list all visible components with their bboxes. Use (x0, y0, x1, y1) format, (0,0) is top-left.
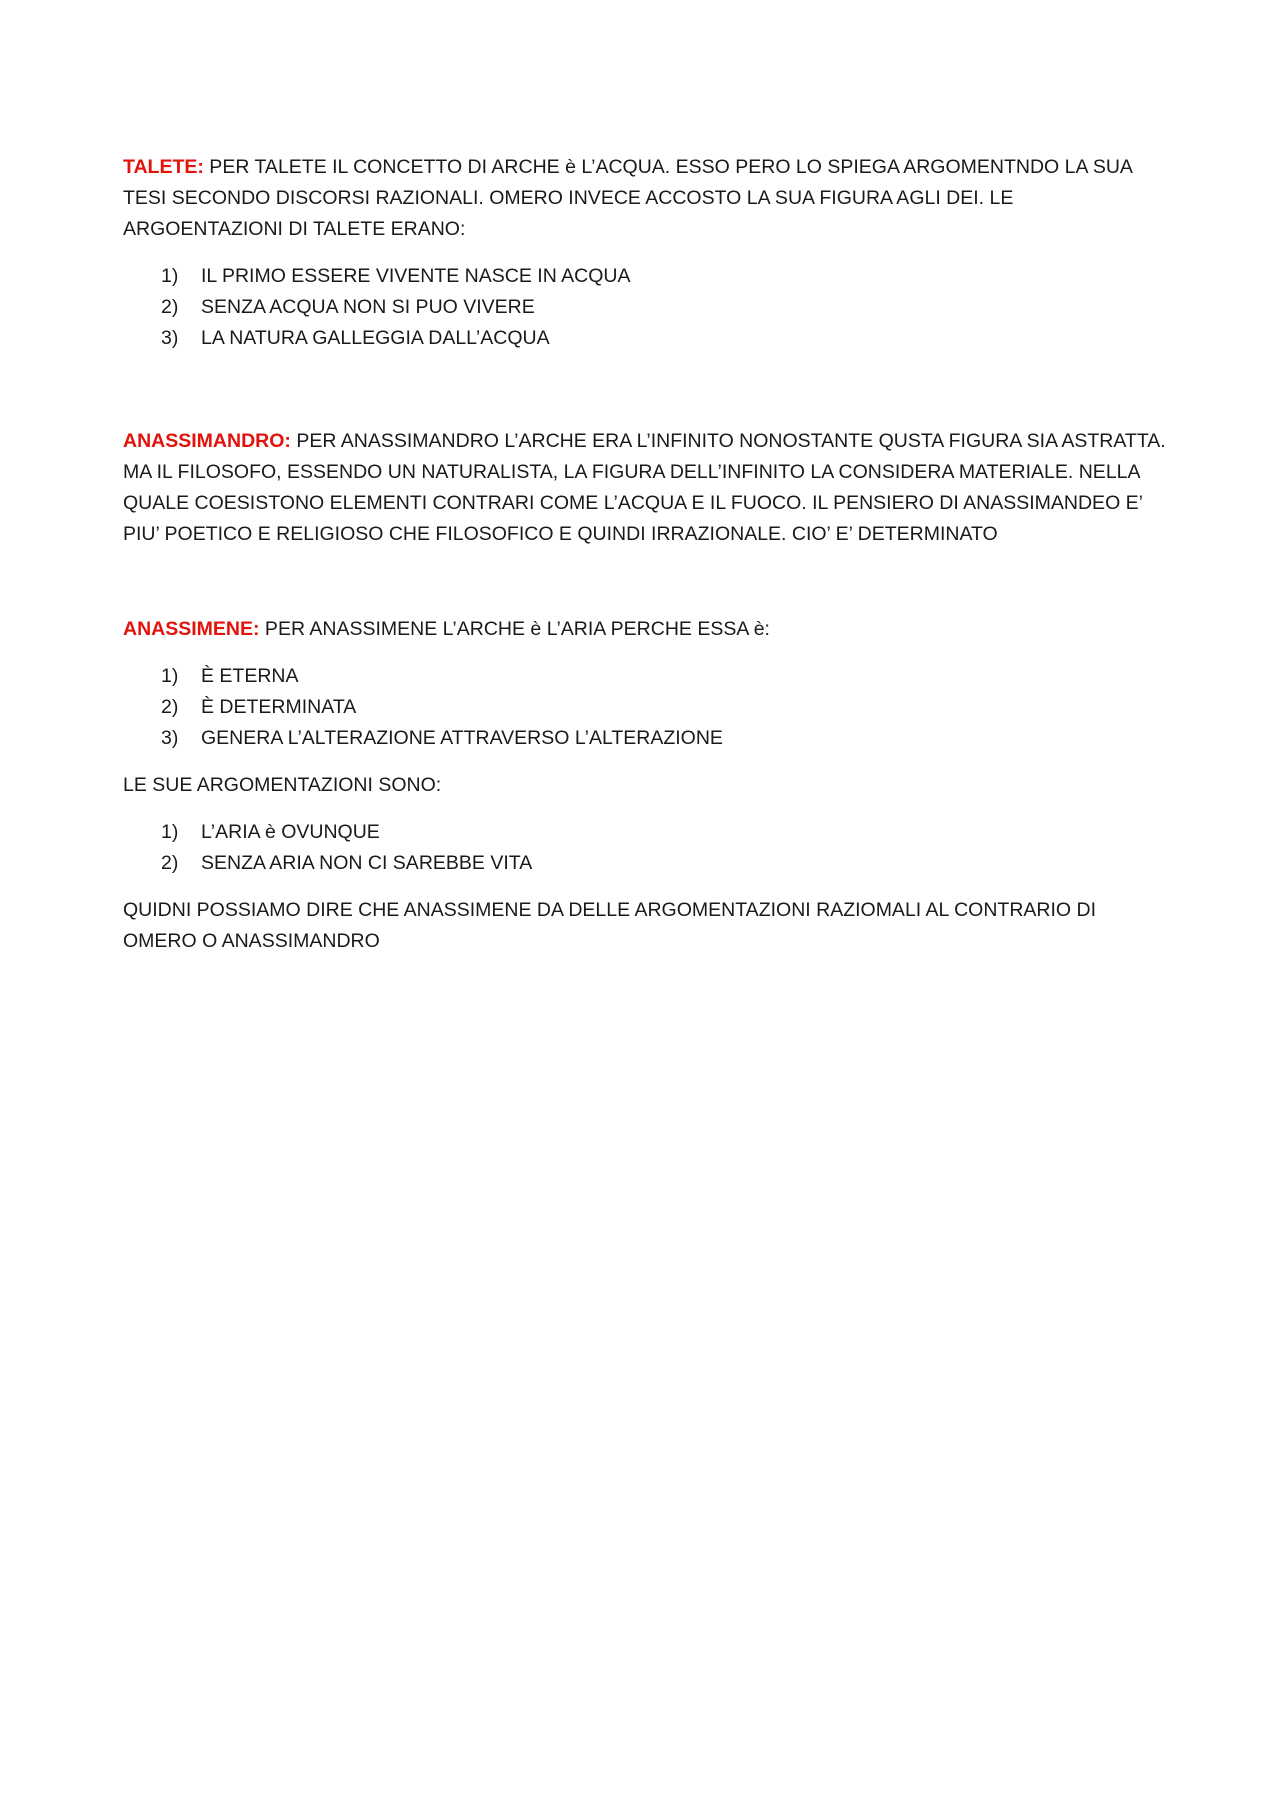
list-item-text: IL PRIMO ESSERE VIVENTE NASCE IN ACQUA (201, 265, 631, 287)
anassimene-conclusion: QUIDNI POSSIAMO DIRE CHE ANASSIMENE DA DELLE ARGOMENTAZIONI RAZIOMALI AL CONTRARIO DI OMERO O ANASSIMANDRO (123, 899, 1097, 952)
talete-list (123, 261, 1173, 354)
list-item-number: 2) (161, 296, 179, 318)
list-item (123, 661, 1173, 692)
anassimandro-paragraph (123, 426, 1173, 550)
anassimandro-heading: ANASSIMANDRO: (123, 430, 291, 452)
list-item-number: 3) (161, 327, 179, 349)
list-item-number: 3) (161, 727, 179, 749)
list-item (123, 261, 1173, 292)
list-item-text: L’ARIA è OVUNQUE (201, 821, 380, 843)
list-item-text: SENZA ARIA NON CI SAREBBE VITA (201, 852, 533, 874)
list-item (123, 323, 1173, 354)
talete-paragraph (123, 152, 1173, 245)
list-item (123, 292, 1173, 323)
list-item-number: 1) (161, 821, 179, 843)
document-body (123, 152, 1173, 957)
list-item-text: È ETERNA (201, 665, 299, 687)
list-item (123, 692, 1173, 723)
list-item-number: 1) (161, 665, 179, 687)
list-item (123, 723, 1173, 754)
list-item-number: 1) (161, 265, 179, 287)
anassimene-intro: PER ANASSIMENE L’ARCHE è L’ARIA PERCHE ESSA è: (259, 618, 770, 640)
anassimandro-intro: PER ANASSIMANDRO L’ARCHE ERA L’INFINITO NONOSTANTE QUSTA FIGURA SIA ASTRATTA. MA IL FILOSOFO, ESSENDO UN NATURALISTA, LA FIGURA DELL’INFINITO LA CONSIDERA MATERIALE. NELLA QUALE COESISTONO ELEMENTI CONTRARI COME L’ACQUA E IL FUOCO. IL PENSIERO DI ANASSIMANDEO E’ PIU’ POETICO E RELIGIOSO CHE FILOSOFICO E QUINDI IRRAZIONALE. CIO’ E’ DETERMINATO (123, 430, 1166, 545)
list-item-text: SENZA ACQUA NON SI PUO VIVERE (201, 296, 535, 318)
list-item-text: LA NATURA GALLEGGIA DALL’ACQUA (201, 327, 550, 349)
talete-intro: PER TALETE IL CONCETTO DI ARCHE è L’ACQUA. ESSO PERO LO SPIEGA ARGOMENTNDO LA SUA TESI SECONDO DISCORSI RAZIONALI. OMERO INVECE ACCOSTO LA SUA FIGURA AGLI DEI. LE ARGOENTAZIONI DI TALETE ERANO: (123, 156, 1132, 240)
talete-heading: TALETE: (123, 156, 204, 178)
list-item (123, 817, 1173, 848)
list-item-number: 2) (161, 852, 179, 874)
list-item-number: 2) (161, 696, 179, 718)
anassimene-paragraph (123, 614, 1173, 645)
anassimene-arguments-list (123, 817, 1173, 879)
list-item (123, 848, 1173, 879)
list-item-text: GENERA L’ALTERAZIONE ATTRAVERSO L’ALTERAZIONE (201, 727, 723, 749)
anassimene-heading: ANASSIMENE: (123, 618, 260, 640)
list-item-text: È DETERMINATA (201, 696, 357, 718)
anassimene-arguments-label: LE SUE ARGOMENTAZIONI SONO: (123, 774, 442, 796)
anassimene-list (123, 661, 1173, 754)
